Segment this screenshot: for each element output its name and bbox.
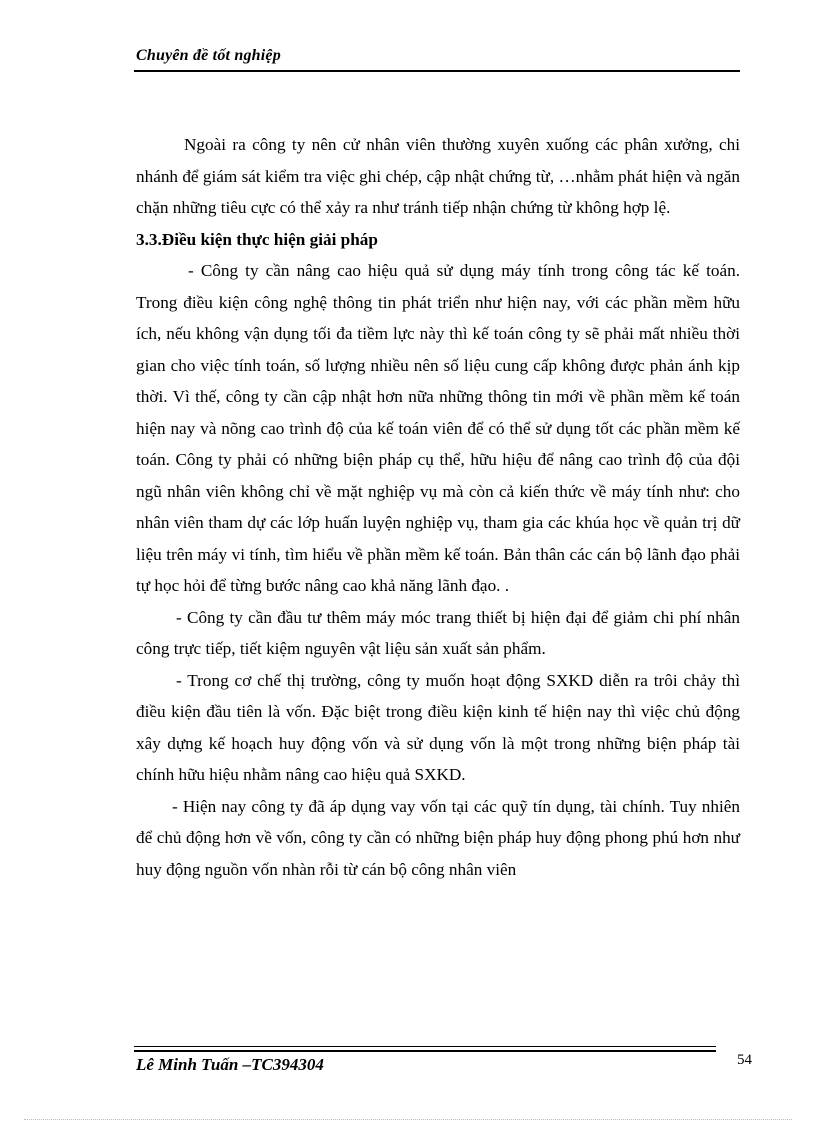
- section-heading: 3.3.Điều kiện thực hiện giải pháp: [136, 229, 378, 249]
- paragraph-4: - Trong cơ chế thị trường, công ty muốn hoạt động SXKD diễn ra trôi chảy thì điều kiện đầu tiên là vốn. Đặc biệt trong điều kiện kinh tế hiện nay thì việc chủ động xây dựng kế hoạch huy động vốn và sử dụng vốn là một trong những biện pháp tài chính hữu hiệu nhằm nâng cao hiệu quả SXKD.: [136, 670, 740, 784]
- body-text: [136, 129, 740, 885]
- header-divider: [134, 70, 740, 72]
- page-number: 54: [737, 1052, 752, 1068]
- paragraph-3: - Công ty cần đầu tư thêm máy móc trang thiết bị hiện đại để giảm chi phí nhân công trực tiếp, tiết kiệm nguyên vật liệu sản xuất sản phẩm.: [136, 607, 740, 658]
- footer-divider-thin: [134, 1046, 716, 1047]
- footer-author: Lê Minh Tuấn –TC394304: [136, 1055, 324, 1074]
- footer-divider-thick: [134, 1050, 716, 1052]
- paragraph-2: - Công ty cần nâng cao hiệu quả sử dụng máy tính trong công tác kế toán. Trong điều kiện công nghệ thông tin phát triển như hiện nay, với các phần mềm hữu ích, nếu không vận dụng tối đa tiềm lực này thì kế toán công ty sẽ phải mất nhiều thời gian cho việc tính toán, số lượng nhiều nên số liệu cung cấp không được phản ánh kịp thời. Vì thế, công ty cần cập nhật hơn nữa những thông tin mới về phần mềm kế toán hiện nay và nõng cao trình độ của kế toán viên để có thể sử dụng tốt các phần mềm kế toán. Công ty phải có những biện pháp cụ thể, hữu hiệu để nâng cao trình độ của đội ngũ nhân viên không chỉ về mặt nghiệp vụ mà còn cả kiến thức về máy tính như: cho nhân viên tham dự các lớp huấn luyện nghiệp vụ, tham gia các khúa học về quản trị dữ liệu trên máy vi tính, tìm hiểu về phần mềm kế toán. Bản thân các cán bộ lãnh đạo phải tự học hỏi để từng bước nâng cao khả năng lãnh đạo. .: [136, 261, 740, 595]
- header-title: Chuyên đề tốt nghiệp: [136, 47, 281, 64]
- paragraph-1: Ngoài ra công ty nên cử nhân viên thường xuyên xuống các phân xưởng, chi nhánh để giám sát kiểm tra việc ghi chép, cập nhật chứng từ, …nhằm phát hiện và ngăn chặn những tiêu cực có thể xảy ra như tránh tiếp nhận chứng từ không hợp lệ.: [136, 135, 740, 217]
- page-bottom-border: [24, 1119, 792, 1120]
- paragraph-5: - Hiện nay công ty đã áp dụng vay vốn tại các quỹ tín dụng, tài chính. Tuy nhiên để chủ động hơn về vốn, công ty cần có những biện pháp huy động phong phú hơn như huy động nguồn vốn nhàn rỗi từ cán bộ công nhân viên: [136, 796, 740, 879]
